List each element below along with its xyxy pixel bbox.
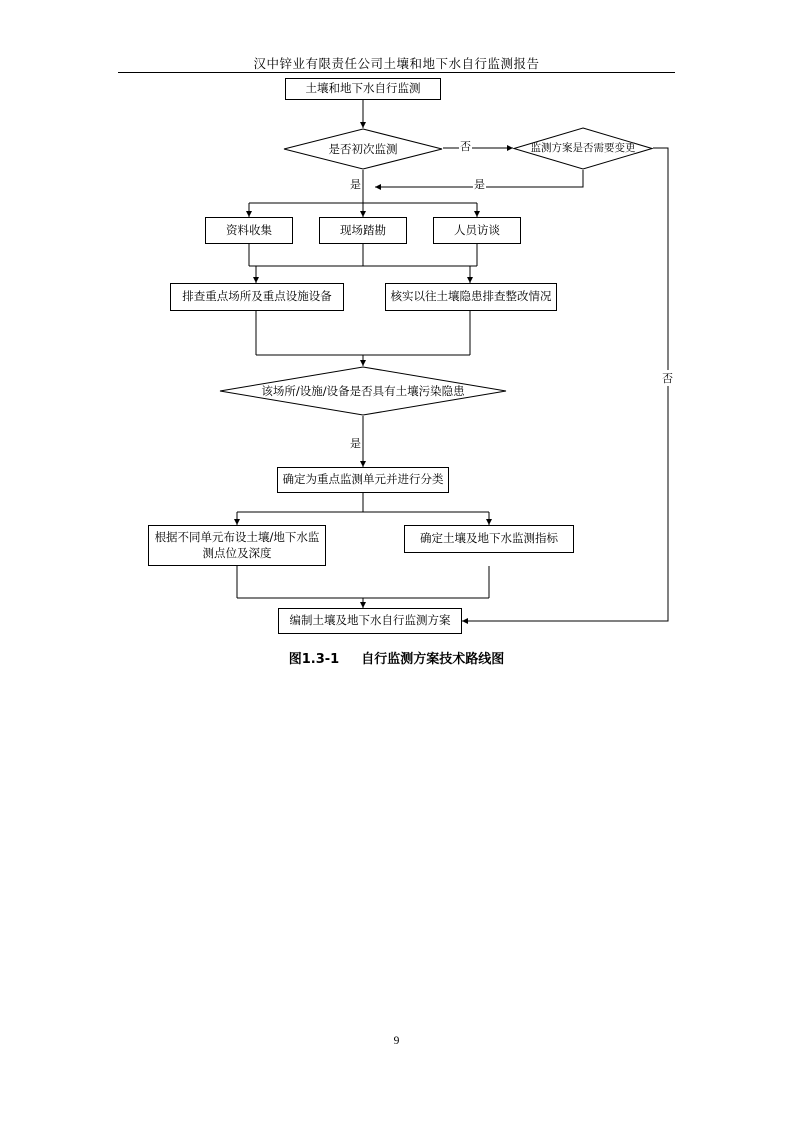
node-personnel-interview-label: 人员访谈 xyxy=(454,222,500,237)
node-verify-history-label: 核实以往土壤隐患排查整改情况 xyxy=(390,289,552,304)
node-compile-plan-label: 编制土壤及地下水自行监测方案 xyxy=(289,613,451,628)
node-has-risk-decision xyxy=(219,366,507,416)
node-personnel-interview xyxy=(433,217,521,244)
node-verify-history xyxy=(385,283,557,311)
node-start xyxy=(285,78,441,100)
figure-caption xyxy=(0,648,793,667)
node-data-collection-label: 资料收集 xyxy=(226,222,272,237)
page-number: 9 xyxy=(393,1035,400,1047)
node-compile-plan xyxy=(278,608,462,634)
node-data-collection xyxy=(205,217,293,244)
edge-label-first-time-yes: 是 xyxy=(350,178,361,191)
node-key-site-screening-label: 排查重点场所及重点设施设备 xyxy=(182,289,332,304)
node-first-time-label: 是否初次监测 xyxy=(328,141,398,156)
figure-caption-text: 自行监测方案技术路线图 xyxy=(361,652,505,667)
node-plan-change-label: 监测方案是否需要变更 xyxy=(530,141,636,154)
node-start-label: 土壤和地下水自行监测 xyxy=(305,81,421,96)
edge-label-plan-change-no: 否 xyxy=(662,372,673,385)
node-plan-change-decision xyxy=(513,127,653,170)
node-first-time-decision xyxy=(283,128,443,170)
node-site-survey-label: 现场踏勘 xyxy=(340,222,386,237)
figure-caption-number: 图1.3-1 xyxy=(288,652,340,667)
page-header-title: 汉中锌业有限责任公司土壤和地下水自行监测报告 xyxy=(253,56,540,71)
node-key-site-screening xyxy=(170,283,344,311)
node-define-monitoring-index xyxy=(404,525,574,553)
node-has-risk-label: 该场所/设施/设备是否具有土壤污染隐患 xyxy=(261,383,465,398)
node-define-monitoring-index-label: 确定土壤及地下水监测指标 xyxy=(420,531,558,546)
edge-label-has-risk-yes: 是 xyxy=(350,437,361,450)
node-define-key-unit-label: 确定为重点监测单元并进行分类 xyxy=(282,472,444,487)
node-layout-monitoring-points-label: 根据不同单元布设土壤/地下水监测点位及深度 xyxy=(154,529,320,560)
node-define-key-unit xyxy=(277,467,449,493)
edge-label-first-time-no: 否 xyxy=(460,140,471,153)
node-layout-monitoring-points xyxy=(148,525,326,566)
node-site-survey xyxy=(319,217,407,244)
edge-label-plan-change-yes: 是 xyxy=(474,178,485,191)
